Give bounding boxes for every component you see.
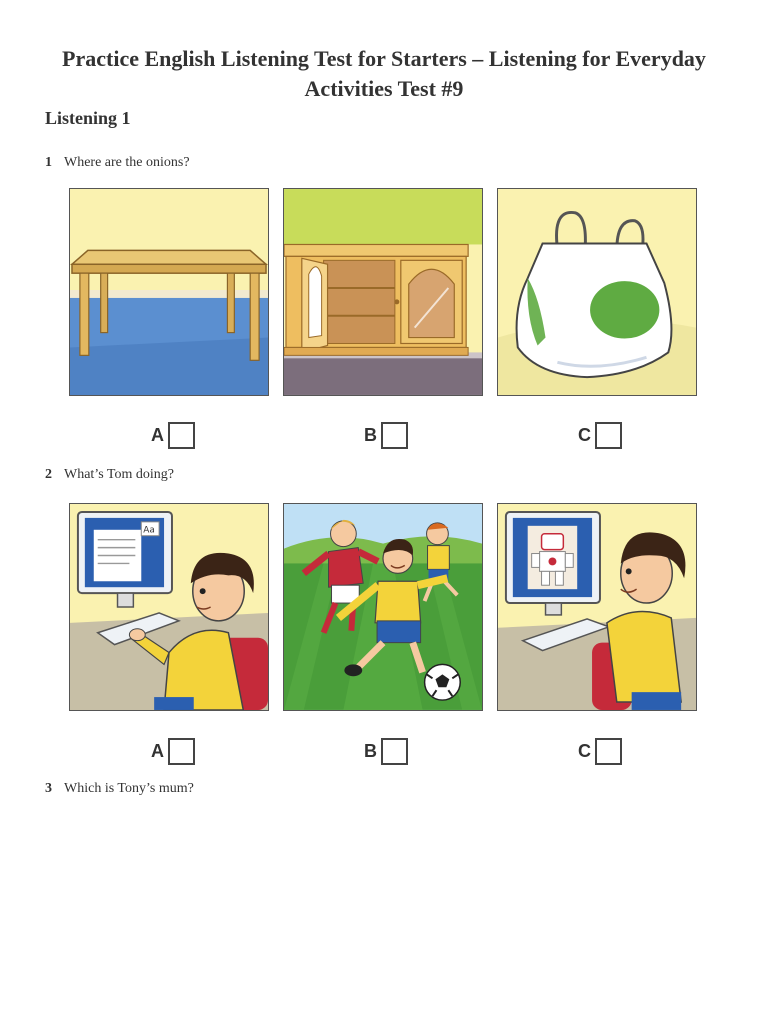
option-letter: A — [151, 424, 164, 445]
option-letter: C — [578, 740, 591, 761]
answer-checkbox[interactable] — [168, 422, 195, 449]
question-number: 1 — [45, 155, 52, 170]
section-heading: Listening 1 — [45, 108, 131, 128]
answer-checkbox[interactable] — [381, 738, 408, 765]
picture-option-2a — [69, 503, 269, 711]
picture-option-1b — [283, 188, 483, 396]
answer-checkbox[interactable] — [595, 738, 622, 765]
option-letter: C — [578, 424, 591, 445]
question-text: What’s Tom doing? — [64, 467, 174, 482]
answer-checkbox[interactable] — [595, 422, 622, 449]
answer-option-2c[interactable] — [569, 735, 622, 767]
picture-option-2c — [497, 503, 697, 711]
question-text: Which is Tony’s mum? — [64, 781, 194, 796]
page-title: Practice English Listening Test for Starters – Listening for Everyday Activities Test #9 — [62, 46, 706, 101]
boys-playing-football-icon — [284, 504, 482, 710]
answer-option-1b[interactable] — [355, 419, 408, 451]
table-icon — [70, 189, 268, 395]
cupboard-icon — [284, 189, 482, 395]
boy-watching-robot-screen-icon — [498, 504, 696, 710]
question-3 — [45, 781, 194, 797]
svg-text:Aa: Aa — [143, 525, 155, 536]
picture-option-1a — [69, 188, 269, 396]
answer-option-1a[interactable] — [142, 419, 195, 451]
option-letter: B — [364, 740, 377, 761]
option-letter: B — [364, 424, 377, 445]
question-text: Where are the onions? — [64, 155, 190, 170]
question-number: 2 — [45, 467, 52, 482]
picture-option-2b — [283, 503, 483, 711]
picture-option-1c — [497, 188, 697, 396]
question-1 — [45, 155, 190, 171]
answer-option-1c[interactable] — [569, 419, 622, 451]
answer-option-2a[interactable] — [142, 735, 195, 767]
boy-typing-computer-icon — [70, 504, 268, 710]
question-2 — [45, 467, 174, 483]
question-number: 3 — [45, 781, 52, 796]
answer-checkbox[interactable] — [381, 422, 408, 449]
option-letter: A — [151, 740, 164, 761]
answer-checkbox[interactable] — [168, 738, 195, 765]
answer-option-2b[interactable] — [355, 735, 408, 767]
shopping-bag-icon — [498, 189, 696, 395]
